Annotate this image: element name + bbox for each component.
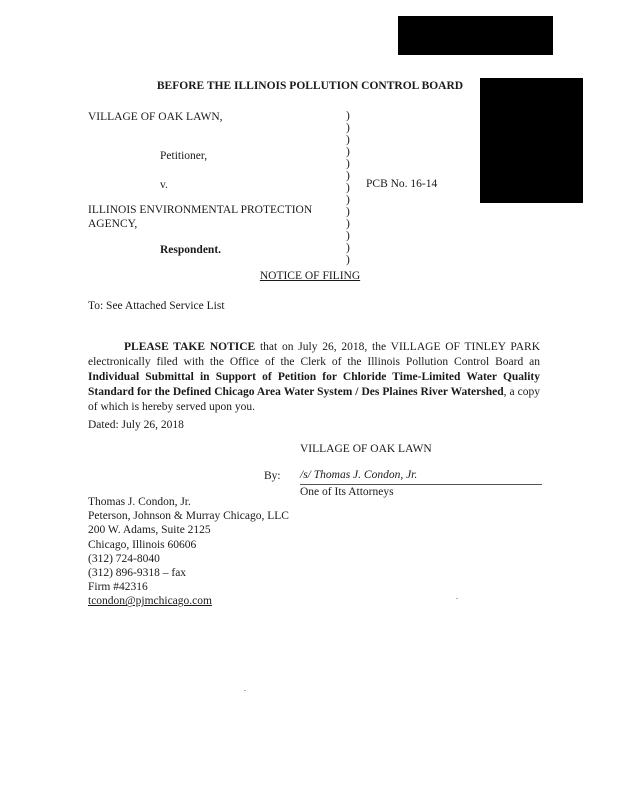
document-title: Individual Submittal in Support of Petition for Chloride Time-Limited Water Quality Standard for the Defined Chicago Area Water System / Des Plaines River Watershed <box>88 371 540 398</box>
caption-paren: ) <box>346 158 350 170</box>
address-line: Thomas J. Condon, Jr. <box>88 496 191 508</box>
notice-text-1: that on July 26, 2018, the VILLAGE OF TINLEY PARK electronically filed with the Office of the Clerk of the Illinois Pollution Control Board an <box>88 341 541 368</box>
notice-paragraph <box>88 340 540 415</box>
caption-paren: ) <box>346 206 350 218</box>
board-heading: BEFORE THE ILLINOIS POLLUTION CONTROL BOARD <box>156 80 464 92</box>
respondent-role: Respondent. <box>160 244 222 256</box>
address-line: Peterson, Johnson & Murray Chicago, LLC <box>88 510 289 523</box>
signature-line <box>300 484 542 485</box>
caption-paren: ) <box>346 182 350 194</box>
address-line: 200 W. Adams, Suite 2125 <box>88 524 211 537</box>
caption-paren: ) <box>346 218 350 230</box>
caption-paren: ) <box>346 194 350 206</box>
signature-role: One of Its Attorneys <box>300 486 394 498</box>
by-label: By: <box>264 470 281 482</box>
address-line: Firm #42316 <box>88 581 148 594</box>
dated-line: Dated: July 26, 2018 <box>88 419 184 431</box>
signature-entity: VILLAGE OF OAK LAWN <box>300 443 432 455</box>
respondent-name-line1: ILLINOIS ENVIRONMENTAL PROTECTION <box>88 204 313 216</box>
caption-paren: ) <box>346 146 350 158</box>
scan-speck <box>244 690 246 691</box>
address-line: Chicago, Illinois 60606 <box>88 538 197 551</box>
case-number: PCB No. 16-14 <box>366 178 438 190</box>
notice-lead: PLEASE TAKE NOTICE <box>124 341 256 353</box>
notice-title: NOTICE OF FILING <box>259 270 361 282</box>
caption-paren: ) <box>346 170 350 182</box>
caption-paren: ) <box>346 110 350 122</box>
caption-paren: ) <box>346 230 350 242</box>
versus-label: v. <box>160 179 168 191</box>
address-line: (312) 896-9318 – fax <box>88 567 187 580</box>
redaction-box-top <box>398 16 553 55</box>
address-line: (312) 724-8040 <box>88 552 160 565</box>
respondent-name-line2: AGENCY, <box>88 218 138 230</box>
petitioner-role: Petitioner, <box>160 150 208 162</box>
petitioner-name: VILLAGE OF OAK LAWN, <box>88 111 223 123</box>
redaction-box-right <box>480 78 583 203</box>
email-link[interactable]: tcondon@pjmchicago.com <box>88 595 212 608</box>
attorney-address <box>88 495 289 609</box>
scan-speck <box>456 598 458 599</box>
caption-paren: ) <box>346 254 350 266</box>
caption-paren: ) <box>346 242 350 254</box>
service-list-line: To: See Attached Service List <box>88 300 225 312</box>
caption-paren: ) <box>346 134 350 146</box>
notice-text-2: , a copy of which is hereby served upon you. <box>88 386 540 413</box>
caption-paren: ) <box>346 122 350 134</box>
signature-text: /s/ Thomas J. Condon, Jr. <box>300 469 418 481</box>
